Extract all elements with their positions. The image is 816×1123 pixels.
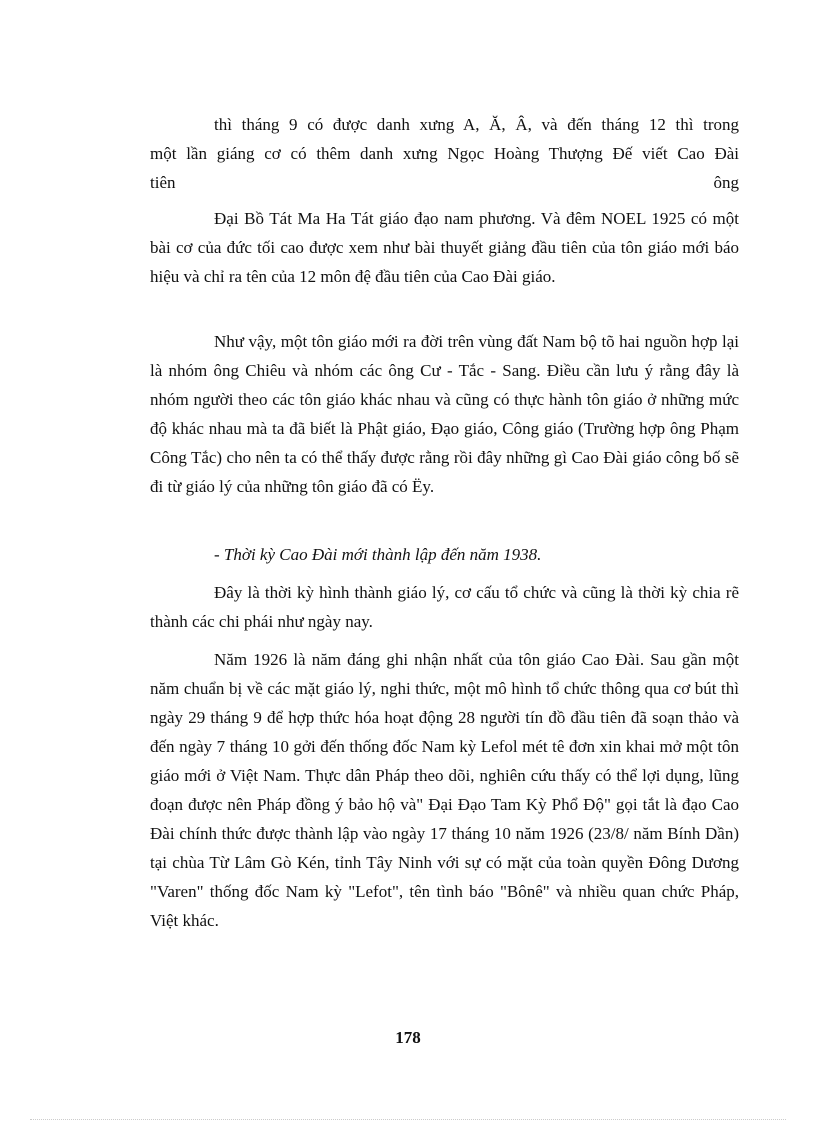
paragraph-1-line-3-left: tiên [150,173,176,192]
paragraph-4: Đây là thời kỳ hình thành giáo lý, cơ cấu tổ chức và cũng là thời kỳ chia rẽ thành các chi phái như ngày nay. [150,583,739,631]
paragraph-5: Năm 1926 là năm đáng ghi nhận nhất của tôn giáo Cao Đài. Sau gần một năm chuẩn bị về các mặt giáo lý, nghi thức, một mô hình tổ chức thông qua cơ bút thì ngày 29 tháng 9 để hợp thức hóa hoạt động 28 người tín đồ đầu tiên đã soạn thảo và đến ngày 7 tháng 10 gởi đến thống đốc Nam kỳ Lefol mét tê đơn xin khai mở một tôn giáo mới ở Việt Nam. Thực dân Pháp theo dõi, nghiên cứu thấy có thể lợi dụng, lũng đoạn được nên Pháp đồng ý bảo hộ và" Đại Đạo Tam Kỳ Phổ Độ" gọi tắt là đạo Cao Đài chính thức được thành lập vào ngày 17 tháng 10 năm 1926 (23/8/ năm Bính Dần) tại chùa Từ Lâm Gò Kén, tỉnh Tây Ninh với sự có mặt của toàn quyền Đông Dương "Varen" thống đốc Nam kỳ "Lefot", tên tình báo "Bônê" và nhiều quan chức Pháp, Việt khác. [150,650,739,930]
paragraph-3: Như vậy, một tôn giáo mới ra đời trên vùng đất Nam bộ tõ hai nguồn hợp lại là nhóm ông Chiêu và nhóm các ông Cư - Tắc - Sang. Điều cần lưu ý rằng đây là nhóm người theo các tôn giáo khác nhau và cũng có thực hành tôn giáo ở những mức độ khác nhau mà ta đã biết là Phật giáo, Đạo giáo, Công giáo (Trường hợp ông Phạm Công Tắc) cho nên ta có thể thấy được rằng rồi đây những gì Cao Đài giáo công bố sẽ đi từ giáo lý của những tôn giáo đã có Ëy. [150,332,739,496]
paragraph-1-line-3 [150,168,739,197]
paragraph-1-line-1: thì tháng 9 có được danh xưng A, Ă, Â, và đến tháng 12 thì trong [214,115,739,134]
paragraph-1 [150,110,739,197]
bottom-divider [30,1119,786,1120]
page-number: 178 [395,1028,421,1047]
section-heading: - Thời kỳ Cao Đài mới thành lập đến năm 1938. [214,545,542,564]
paragraph-1-line-3-right: ông [713,173,739,192]
paragraph-1-line-2: một lần giáng cơ có thêm danh xưng Ngọc Hoàng Thượng Đế viết Cao Đài [150,144,739,163]
paragraph-2: Đại Bồ Tát Ma Ha Tát giáo đạo nam phương. Và đêm NOEL 1925 có một bài cơ của đức tối cao được xem như bài thuyết giảng đầu tiên của tôn giáo mới báo hiệu và chỉ ra tên của 12 môn đệ đầu tiên của Cao Đài giáo. [150,209,739,286]
